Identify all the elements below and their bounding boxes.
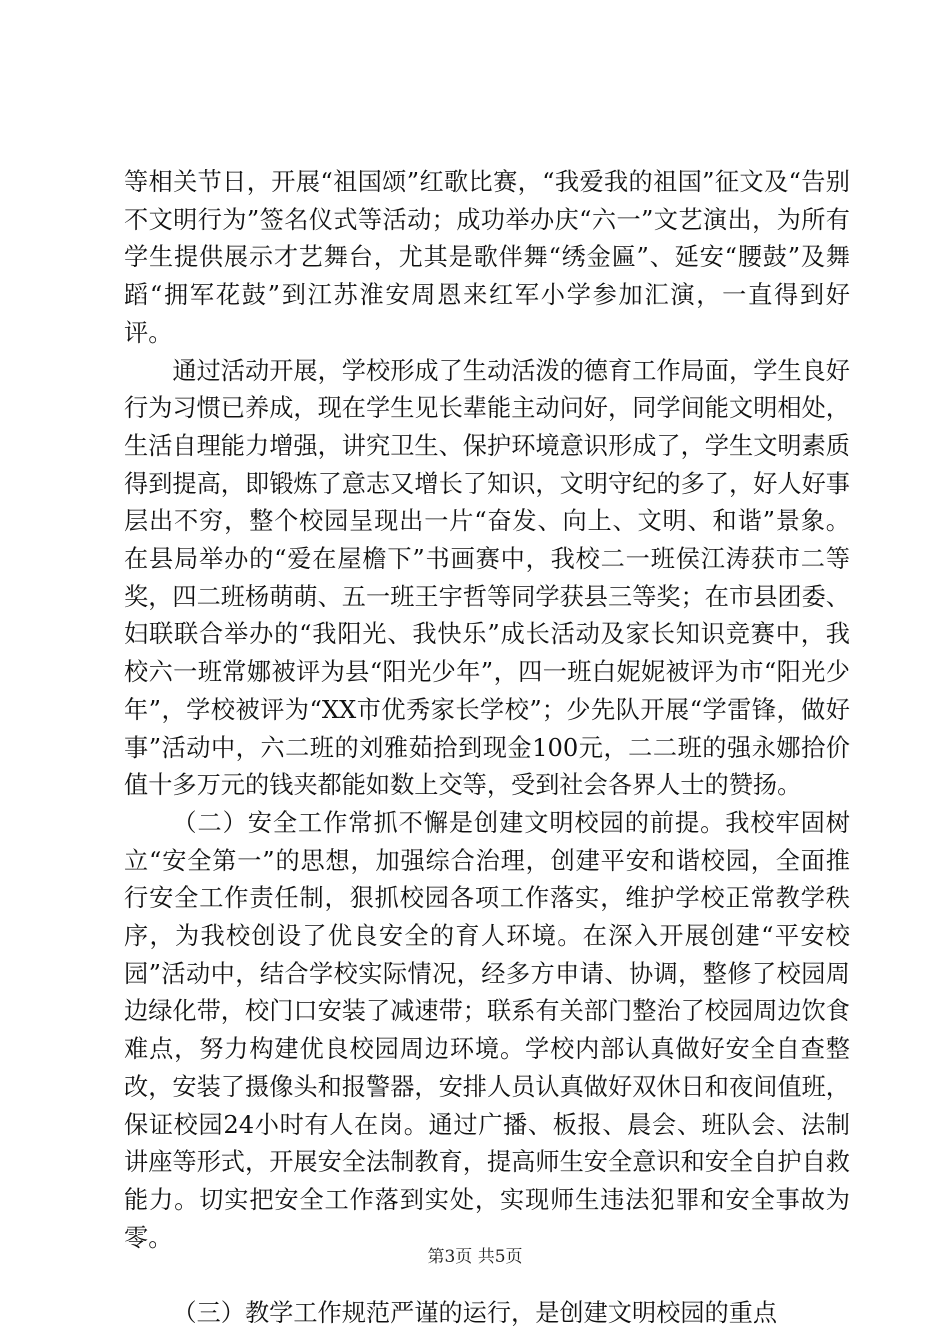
paragraph-1: 等相关节日，开展“祖国颂”红歌比赛，“我爱我的祖国”征文及“告别不文明行为”签名仪式等活动；成功举办庆“六一”文艺演出，为所有学生提供展示才艺舞台，尤其是歌伴舞“绣金匾”、延安“腰鼓”及舞蹈“拥军花鼓”到江苏淮安周恩来红军小学参加汇演，一直得到好评。 xyxy=(124,168,850,347)
document-body xyxy=(124,164,850,1333)
paragraph-2: 通过活动开展，学校形成了生动活泼的德育工作局面，学生良好行为习惯已养成，现在学生见长辈能主动问好，同学间能文明相处，生活自理能力增强，讲究卫生、保护环境意识形成了，学生文明素质得到提高，即锻炼了意志又增长了知识，文明守纪的多了，好人好事层出不穷，整个校园呈现出一片“奋发、向上、文明、和谐”景象。在县局举办的“爱在屋檐下”书画赛中，我校二一班侯江涛获市二等奖，四二班杨萌萌、五一班王宇哲等同学获县三等奖；在市县团委、妇联联合举办的“我阳光、我快乐”成长活动及家长知识竞赛中，我校六一班常娜被评为县“阳光少年”，四一班白妮妮被评为市“阳光少年”，学校被评为“XX市优秀家长学校”；少先队开展“学雷锋，做好事”活动中，六二班的刘雅茹拾到现金100元，二二班的强永娜拾价值十多万元的钱夹都能如数上交等，受到社会各界人士的赞扬。 xyxy=(124,356,850,800)
paragraph-3: （二）安全工作常抓不懈是创建文明校园的前提。我校牢固树立“安全第一”的思想，加强综合治理，创建平安和谐校园，全面推行安全工作责任制，狠抓校园各项工作落实，维护学校正常教学秩序，为我校创设了优良安全的育人环境。在深入开展创建“平安校园”活动中，结合学校实际情况，经多方申请、协调，整修了校园周边绿化带，校门口安装了减速带；联系有关部门整治了校园周边饮食难点，努力构建优良校园周边环境。学校内部认真做好安全自查整改，安装了摄像头和报警器，安排人员认真做好双休日和夜间值班，保证校园24小时有人在岗。通过广播、板报、晨会、班队会、法制讲座等形式，开展安全法制教育，提高师生安全意识和安全自护自救能力。切实把安全工作落到实处，实现师生违法犯罪和安全事故为零。 xyxy=(124,808,850,1252)
page-footer: 第3页 共5页 xyxy=(427,1247,523,1267)
paragraph-4: （三）教学工作规范严谨的运行，是创建文明校园的重点 xyxy=(172,1299,778,1328)
